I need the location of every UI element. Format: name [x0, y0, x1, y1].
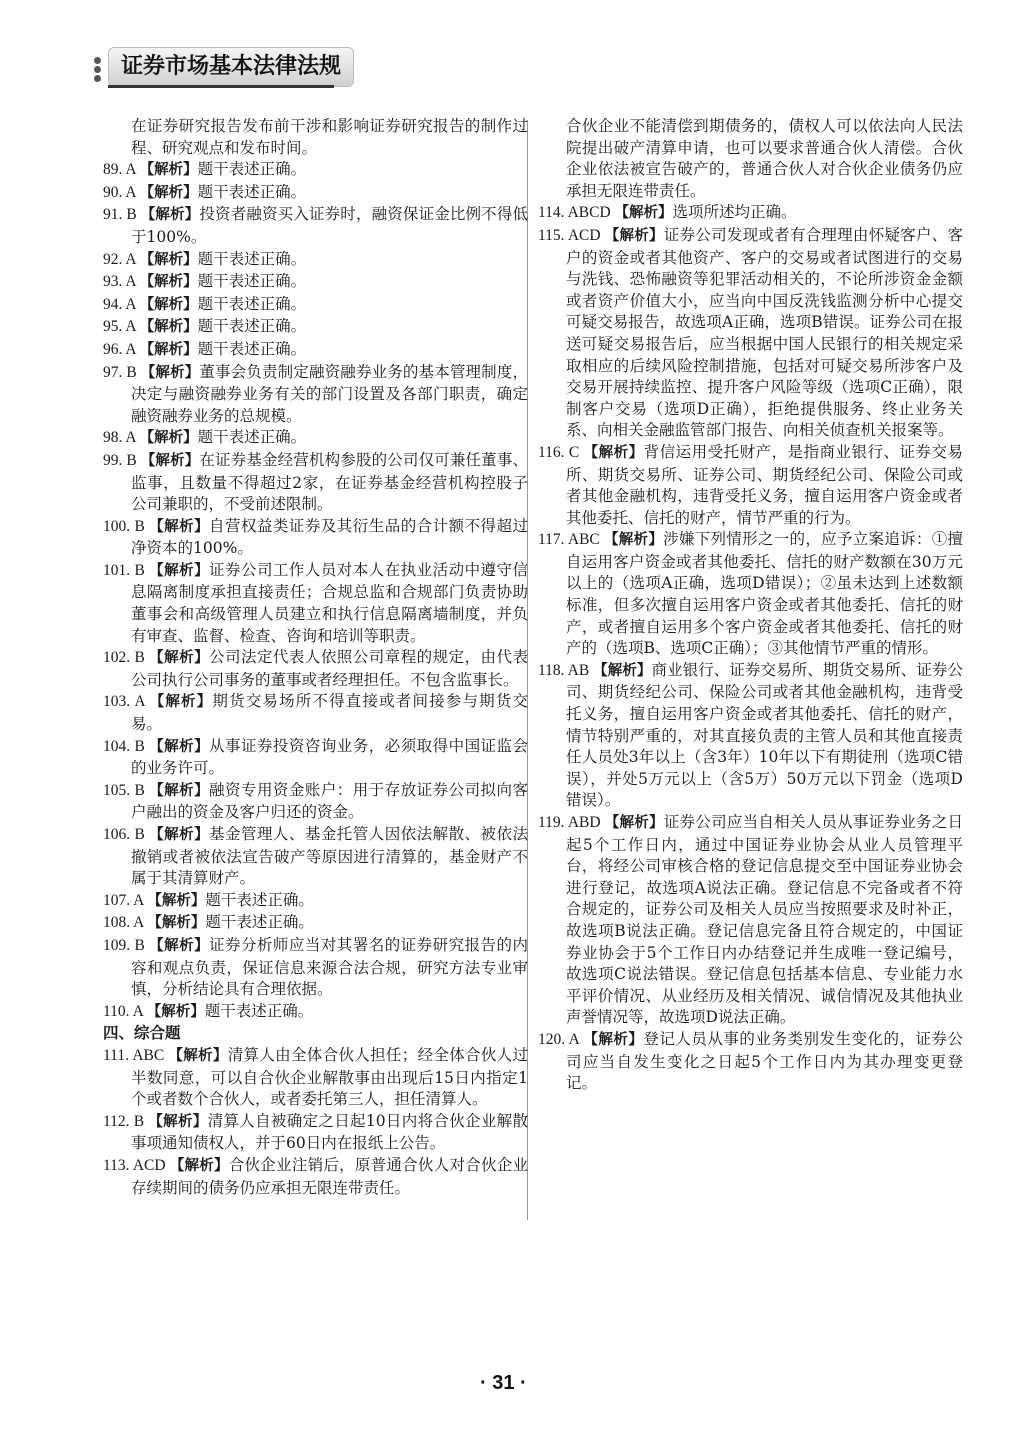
- answer-text: 题干表述正确。: [204, 1001, 314, 1020]
- page-header: [94, 45, 342, 89]
- answer-ans: ABC: [564, 531, 604, 549]
- answer-num: 114.: [538, 204, 565, 222]
- answer-num: 110.: [103, 1002, 130, 1020]
- answer-num: 107.: [103, 891, 131, 909]
- answer-tag: 【解析】: [147, 915, 206, 932]
- answer-ans: B: [122, 451, 141, 469]
- answer-entry: [103, 935, 528, 1001]
- answer-text: 证券公司发现或者有合理理由怀疑客户、客户的资金或者其他资产、客户的交易或者试图进行的交易与洗钱、恐怖融资等犯罪活动相关的，不论所涉资金金额或者资产价值大小，应当向中国反洗钱监测分析中心提交可疑交易报告，故选项A正确，选项B错误。证券公司在报送可疑交易报告后，应当根据中国人民银行的相关规定采取相应的后续风险控制措施，包括对可疑交易所涉客户及交易开展持续监控、提升客户风险等级（选项C正确），限制客户交易（选项D正确），拒绝提供服务、终止业务关系、向相关金融监管部门报告、向相关侦查机关报案等。: [566, 225, 964, 440]
- answer-tag: 【解析】: [604, 227, 664, 244]
- answer-num: 96.: [103, 340, 123, 358]
- answer-tag: 【解析】: [140, 364, 200, 381]
- left-column: [103, 116, 528, 1199]
- answer-text: 证券公司工作人员对本人在执业活动中遵守信息隔离制度承担直接责任；合规总监和合规部门负责协助董事会和高级管理人员建立和执行信息隔离墙制度，并负有审查、监督、检查、咨询和培训等职责。: [131, 560, 528, 645]
- answer-num: 117.: [538, 531, 565, 549]
- answer-entry: [103, 204, 528, 248]
- answer-text: 基金管理人、基金托管人因依法解散、被依法撤销或者被依法宣告破产等原因进行清算的，基金财产不属于其清算财产。: [131, 825, 528, 888]
- answer-ans: ACD: [564, 226, 605, 244]
- answer-ans: B: [122, 363, 141, 381]
- answer-ans: A: [565, 1030, 584, 1048]
- answer-entry: [103, 450, 528, 516]
- answer-text: 证券公司应当自相关人员从事证券业务之日起5个工作日内，通过中国证券业协会从业人员管理平台，将经公司审核合格的登记信息提交至中国证券业协会进行登记，故选项A说法正确。登记信息不完备或者不符合规定的，证券公司及相关人员应当按照要求及时补正，故选项B说法正确。登记信息完备且符合规定的，中国证券业协会于5个工作日内办结登记并生成唯一登记编号，故选项C说法错误。登记信息包括基本信息、专业能力水平评价情况、从业经历及相关情况、诚信情况及其他执业声誉情况等，故选项D说法正确。: [566, 813, 964, 1027]
- answer-text: 商业银行、证券交易所、期货交易所、证券公司、期货经纪公司、保险公司或者其他金融机构，违背受托义务，擅自运用客户资金或者其他委托、信托的财产，情节特别严重的，对其直接负责的主管人员和其他直接责任人员处3年以上（含3年）10年以下有期徒刑（选项C错误），并处5万元以上（含5万）50万元以下罚金（选项D错误）。: [566, 660, 963, 810]
- answer-entry: [538, 529, 963, 660]
- answer-ans: A: [122, 161, 140, 179]
- answer-tag: 【解析】: [583, 444, 644, 461]
- answer-ans: ACD: [129, 1156, 170, 1174]
- answer-ans: B: [129, 1112, 149, 1130]
- answer-text: 题干表述正确。: [197, 428, 307, 447]
- answer-entry: [103, 516, 528, 560]
- answer-ans: B: [130, 561, 150, 579]
- answer-text: 题干表述正确。: [197, 339, 307, 358]
- answer-tag: 【解析】: [139, 251, 198, 268]
- answer-entry: [103, 1045, 528, 1111]
- answer-text: 题干表述正确。: [197, 317, 307, 336]
- answer-text: 题干表述正确。: [205, 890, 314, 909]
- answer-tag: 【解析】: [593, 662, 652, 679]
- answer-entry: [103, 691, 528, 735]
- answer-ans: ABCD: [564, 204, 615, 222]
- answer-ans: A: [129, 1002, 147, 1020]
- answer-ans: A: [122, 273, 140, 291]
- answer-tag: 【解析】: [139, 184, 198, 201]
- answer-num: 102.: [103, 649, 131, 667]
- answer-tag: 【解析】: [169, 1157, 229, 1174]
- answer-tag: 【解析】: [139, 430, 198, 447]
- answer-entry: [538, 225, 963, 442]
- answer-entry: [103, 912, 528, 935]
- answer-tag: 【解析】: [149, 650, 210, 667]
- answer-text: 融资专用资金账户：用于存放证券公司拟向客户融出的资金及客户归还的资金。: [131, 780, 528, 822]
- page-number: · 31 ·: [480, 1372, 527, 1394]
- answer-text: 自营权益类证券及其衍生品的合计额不得超过净资本的100%。: [131, 516, 528, 558]
- answer-entry: [103, 890, 528, 913]
- answer-ans: A: [122, 429, 140, 447]
- left-continuation: 在证券研究报告发布前干涉和影响证券研究报告的制作过程、研究观点和发布时间。: [131, 117, 528, 157]
- answer-text: 清算人由全体合伙人担任；经全体合伙人过半数同意，可以自合伙企业解散事由出现后15日内指定1个或者数个合伙人，或者委托第三人，担任清算人。: [131, 1045, 529, 1109]
- answer-text: 题干表述正确。: [205, 913, 314, 932]
- answer-text: 题干表述正确。: [197, 294, 307, 313]
- answer-entry: [103, 647, 528, 691]
- answer-num: 104.: [103, 737, 131, 755]
- answer-ans: A: [122, 318, 140, 336]
- answer-num: 106.: [103, 826, 131, 843]
- answer-entry: [103, 427, 528, 450]
- answer-ans: B: [130, 737, 150, 755]
- answer-tag: 【解析】: [139, 319, 198, 336]
- answer-num: 118.: [538, 661, 565, 679]
- answer-entry: [538, 1029, 963, 1095]
- answer-entry: [103, 182, 528, 205]
- answer-ans: A: [122, 295, 140, 313]
- answer-text: 选项所述均正确。: [672, 203, 797, 222]
- answer-num: 99.: [103, 451, 123, 469]
- section-title: 四、综合题: [103, 1024, 181, 1043]
- answer-ans: B: [130, 649, 150, 667]
- answer-tag: 【解析】: [139, 162, 198, 179]
- answer-text: 登记人员从事的业务类别发生变化的，证券公司应当自发生变化之日起5个工作日内为其办理变更登记。: [566, 1029, 964, 1093]
- answer-entry: [103, 339, 528, 362]
- answer-entry: [103, 780, 528, 824]
- answer-num: 105.: [103, 781, 131, 799]
- answer-ans: B: [130, 936, 150, 954]
- answer-tag: 【解析】: [583, 1031, 644, 1048]
- answer-entry: [538, 442, 963, 529]
- answer-entry: [538, 812, 963, 1029]
- answer-ans: A: [130, 891, 148, 909]
- answer-num: 94.: [103, 295, 123, 313]
- answer-ans: C: [564, 443, 584, 461]
- answer-tag: 【解析】: [149, 782, 210, 799]
- answer-entry: [103, 294, 528, 317]
- answer-num: 115.: [538, 226, 565, 244]
- answer-num: 91.: [103, 206, 123, 224]
- answer-entry: [538, 660, 963, 812]
- answer-num: 112.: [103, 1112, 130, 1130]
- answer-entry: [103, 1155, 528, 1199]
- answer-entry: [103, 362, 528, 428]
- answer-ans: AB: [564, 661, 594, 679]
- answer-entry: [103, 1111, 528, 1155]
- answer-entry: [103, 560, 528, 647]
- answer-tag: 【解析】: [140, 452, 200, 469]
- answer-tag: 【解析】: [140, 207, 200, 224]
- answer-tag: 【解析】: [614, 205, 673, 222]
- answer-ans: A: [130, 914, 148, 932]
- answer-text: 董事会负责制定融资融券业务的基本管理制度，决定与融资融券业务有关的部门设置及各部门职责，确定融资融券业务的总规模。: [131, 362, 528, 425]
- answer-tag: 【解析】: [149, 694, 213, 711]
- answer-num: 103.: [103, 693, 131, 711]
- answer-tag: 【解析】: [139, 274, 198, 291]
- header-rule: [108, 85, 334, 88]
- answer-ans: B: [130, 781, 150, 799]
- left-answer-list: [103, 159, 528, 1023]
- answer-text: 题干表述正确。: [197, 272, 307, 291]
- answer-ans: B: [130, 826, 150, 843]
- answer-text: 题干表述正确。: [197, 160, 307, 179]
- answer-ans: ABC: [128, 1046, 169, 1064]
- answer-num: 109.: [103, 936, 131, 954]
- answer-entry: [103, 249, 528, 272]
- answer-tag: 【解析】: [139, 296, 198, 313]
- answer-tag: 【解析】: [603, 532, 664, 549]
- right-continuation: 合伙企业不能清偿到期债务的，债权人可以依法向人民法院提出破产清算申请，也可以要求普通合伙人清偿。合伙企业依法被宣告破产的，普通合伙人对合伙企业债务仍应承担无限连带责任。: [566, 117, 963, 200]
- answer-text: 在证券基金经营机构参股的公司仅可兼任董事、监事，且数量不得超过2家，在证券基金经营机构控股子公司兼职的，不受前述限制。: [131, 450, 528, 514]
- answer-ans: A: [130, 693, 150, 711]
- answer-num: 95.: [103, 318, 123, 336]
- answer-tag: 【解析】: [149, 562, 210, 579]
- answer-ans: B: [130, 517, 150, 535]
- right-answer-list: [538, 202, 963, 1094]
- answer-ans: A: [122, 340, 140, 358]
- answer-num: 119.: [538, 814, 565, 831]
- answer-text: 投资者融资买入证券时，融资保证金比例不得低于100%。: [131, 205, 528, 246]
- answer-tag: 【解析】: [146, 1003, 205, 1020]
- answer-tag: 【解析】: [149, 518, 210, 535]
- answer-entry: [103, 736, 528, 780]
- answer-num: 98.: [103, 429, 123, 447]
- answer-text: 证券分析师应当对其署名的证券研究报告的内容和观点负责，保证信息来源合法合规，研究方法专业审慎，分析结论具有合理依据。: [131, 935, 528, 999]
- answer-ans: ABD: [564, 814, 605, 831]
- answer-text: 题干表述正确。: [197, 182, 307, 201]
- answer-entry: [103, 1001, 528, 1024]
- answer-num: 92.: [103, 250, 123, 268]
- header-dots-icon: [94, 57, 104, 84]
- answer-ans: A: [122, 250, 140, 268]
- answer-text: 涉嫌下列情形之一的，应予立案追诉：①擅自运用客户资金或者其他委托、信托的财产数额在30万元以上的（选项A正确，选项D错误）；②虽未达到上述数额标准，但多次擅自运用客户资金或者其他委托、信托的财产，或者擅自运用多个客户资金或者其他委托、信托的财产的（选项B、选项C正确）；③其他情节严重的情形。: [566, 530, 964, 658]
- answer-entry: [103, 824, 528, 890]
- answer-num: 89.: [103, 161, 123, 179]
- header-title: 证券市场基本法律法规: [108, 47, 354, 87]
- answer-tag: 【解析】: [149, 738, 210, 755]
- answer-text: 题干表述正确。: [197, 249, 307, 268]
- right-column: [538, 116, 963, 1095]
- answer-text: 背信运用受托财产，是指商业银行、证券交易所、期货交易所、证券公司、期货经纪公司、保险公司或者其他金融机构，违背受托义务，擅自运用客户资金或者其他委托、信托的财产，情节严重的行为。: [566, 442, 963, 527]
- answer-entry: [103, 159, 528, 182]
- answer-num: 100.: [103, 517, 131, 535]
- answer-num: 108.: [103, 914, 131, 932]
- answer-entry: [103, 316, 528, 339]
- answer-tag: 【解析】: [147, 892, 206, 909]
- answer-entry: [538, 202, 963, 225]
- answer-ans: A: [122, 183, 140, 201]
- answer-text: 公司法定代表人依照公司章程的规定，由代表公司执行公司事务的董事或者经理担任。不包含监事长。: [131, 648, 528, 689]
- answer-num: 97.: [103, 363, 123, 381]
- answer-num: 120.: [538, 1030, 566, 1048]
- answer-num: 101.: [103, 561, 131, 579]
- answer-tag: 【解析】: [148, 1113, 208, 1130]
- answer-num: 116.: [538, 443, 565, 461]
- answer-tag: 【解析】: [168, 1047, 228, 1064]
- answer-tag: 【解析】: [149, 827, 210, 843]
- answer-tag: 【解析】: [149, 937, 210, 954]
- answer-text: 清算人自被确定之日起10日内将合伙企业解散事项通知债权人，并于60日内在报纸上公告。: [131, 1111, 529, 1153]
- answer-text: 期货交易场所不得直接或者间接参与期货交易。: [131, 692, 528, 734]
- answer-num: 93.: [103, 273, 123, 291]
- answer-tag: 【解析】: [604, 815, 664, 831]
- answer-text: 合伙企业注销后，原普通合伙人对合伙企业存续期间的债务仍应承担无限连带责任。: [131, 1155, 529, 1197]
- left-answer-list-2: [103, 1045, 528, 1199]
- answer-num: 90.: [103, 183, 123, 201]
- answer-entry: [103, 271, 528, 294]
- answer-num: 113.: [103, 1156, 130, 1174]
- answer-ans: B: [122, 206, 141, 224]
- answer-num: 111.: [103, 1046, 129, 1064]
- answer-text: 从事证券投资咨询业务，必须取得中国证监会的业务许可。: [131, 736, 528, 778]
- answer-tag: 【解析】: [139, 341, 198, 358]
